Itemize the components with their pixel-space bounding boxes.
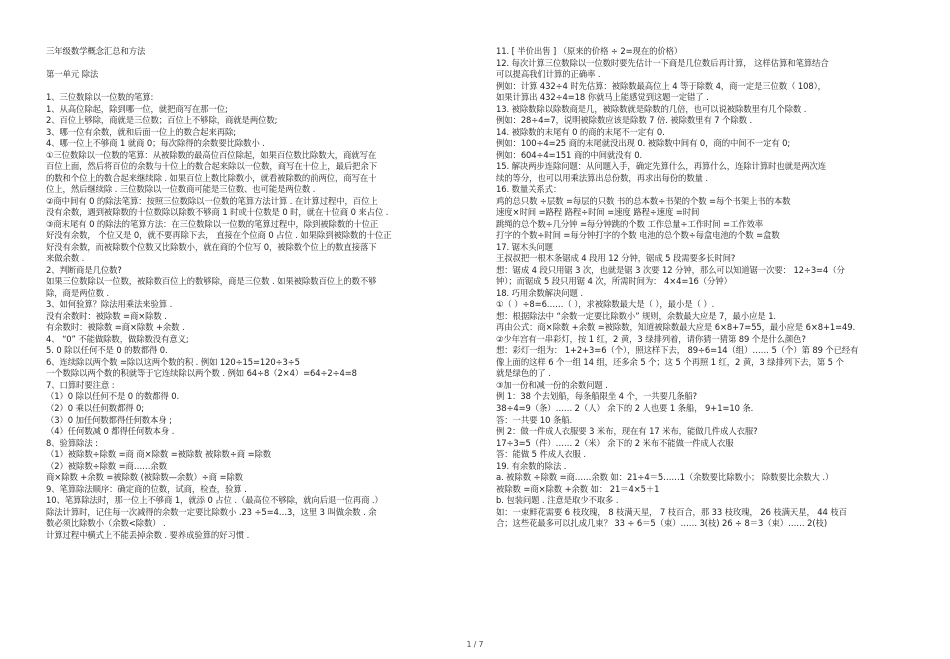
text-line: 例如：计算 432÷4 时先估算：被除数最高位上 4 等于除数 4，商一定是三位数（ 108）， [496,80,826,91]
text-line: 3、如何验算？除法用乘法来验算 . [46,299,173,310]
text-line: 没有余数，遇到被除数的十位数除以除数不够商 1 时或十位数是 0 时，就在十位商 0 来占位 . [46,207,389,218]
text-line: 8、验算除法 : [46,437,98,448]
text-line: 来做余数 . [46,253,85,264]
text-line: 的数和个位上的数合起来继续除 . 如果百位上数比除数小，就看被除数的前两位，商写在十 [46,172,377,183]
text-line: 4、 “0” 不能做除数，做除数没有意义; [46,333,189,344]
text-line: 如果计算出 432÷4=18 你就马上能感觉到这题一定错了 . [496,92,709,103]
text-line: 38÷4=9（条）…… 2（人） 余下的 2 人也要 1 条船， 9+1=10 条. [496,402,754,413]
text-line: ②商中间有 0 的除法笔算：按照三位数除以一位数的笔算方法计算 . 在计算过程中，百位上 [46,195,378,206]
text-line: 5. 0 除以任何不是 0 的数都得 0. [46,345,168,356]
text-line: 例如：100÷4=25 商的末尾就没出现 0. 被除数中间有 0，商的中间不一定有 0; [496,138,791,149]
text-line: 想：根据除法中 “余数一定要比除数小” 规则，余数最大应是 7，最小应是 1. [496,310,776,321]
text-line: 想：彩灯一组为： 1+2+3=6（个），照这样下去， 89÷6=14（组）…… 5（个）第 89 个已经有 [496,345,859,356]
text-line: （2）0 乘以任何数都得 0; [46,402,145,413]
text-line: 好没有余数， 个位又是 0，就不要再除下去， 直接在个位商 0 占位 . 如果除到被除数的十位正 [46,230,392,241]
text-line: ③商末尾有 0 的除法的笔算方法：在三位数除以一位数的笔算过程中，除到被除数的十位正 [46,218,379,229]
left-column [46,46,471,541]
text-line: 速度×时间 =路程 路程÷时间 =速度 路程÷速度 =时间 [496,207,700,218]
text-line: 如：一束鲜花需要 6 枝玫瑰， 8 枝满天星， 7 枝百合，那 33 枝玫瑰， 26 枝满天星， 44 枝百 [496,506,847,517]
text-line: 一个数除以两个数的积就等于它连续除以两个数 . 例如 64÷8（2×4）=64÷2÷4=8 [46,368,357,379]
text-line: 12. 每次计算三位数除以一位数时要先估计一下商是几位数后再计算， 这样估算和笔算结合 [496,57,829,68]
text-line: 像上面的这样 6 个一组 14 组，还多余 5 个；这 5 个再照 1 红，2 黄，3 绿排列下去，第 5 个 [496,356,844,367]
text-line: 17. 锯木头问题 [496,241,553,252]
text-line: 4、哪一位上不够商 1 就商 0；每次除得的余数要比除数小 . [46,138,265,149]
text-line: 2、判断商是几位数? [46,264,122,275]
text-line: 续的等分，也可以用乘法算出总份数，再求出每份的数量 . [496,172,708,183]
text-line: 除，商是两位数 . [46,287,110,298]
text-line: 百位上面，然后将百位的余数与十位上的数合起来除以一位数，商写在十位上，最后把余下 [46,161,377,172]
text-line: 鸡的总只数 ÷层数 =每层的只数 书的总本数÷书架的个数 =每个书架上书的本数 [496,195,791,206]
text-line: 6、连续除以两个数 =除以这两个数的积 . 例如 120÷15=120÷3÷5 [46,356,300,367]
text-line: b. 包装问题 . 注意是取少不取多 . [496,495,619,506]
text-line: 数必须比除数小（余数<除数） . [46,518,166,529]
text-line: 例如：28÷4=7，说明被除数应该是除数 7 倍. 被除数里有 7 个除数 . [496,115,753,126]
text-line: 7、口算时要注意 : [46,379,115,390]
text-line: 就是绿色的了 . [496,368,551,379]
text-line: 有余数时：被除数 =商×除数 +余数 . [46,322,185,333]
text-line: 答：一共要 10 条船. [496,414,573,425]
text-line: 答：能做 5 件成人衣服 . [496,449,586,460]
text-line: a. 被除数 ÷除数 =商……余数 如：21÷4＝5……1（余数要比除数小； 除数要比余数大 .） [496,472,834,483]
text-line: 18. 巧用余数解决问题 . [496,287,583,298]
text-line: ①三位数除以一位数的笔算：从被除数的最高位百位除起，如果百位数比除数大，商就写在 [46,149,377,160]
text-line: 再由公式：商×除数 +余数 =被除数，知道被除数最大应是 6×8+7=55，最小应是 6×8+1=49. [496,322,856,333]
text-line [46,58,471,70]
text-line: 位上，然后继续除 . 三位数除以一位数商可能是三位数、也可能是两位数 . [46,184,316,195]
text-line: 除法计算时，记住每一次减得的余数一定要比除数小 .23 ÷5=4…3，这里 3 叫做余数 . 余 [46,506,377,517]
text-line: 商×除数 +余数 =被除数 (被除数—余数）÷商 =除数 [46,472,243,483]
text-line: 打字的个数÷时间 =每分钟打字的个数 电池的总个数÷每盒电池的个数 =盒数 [496,230,780,241]
text-line: （3）0 加任何数都得任何数本身 ; [46,414,172,425]
text-line: 想：锯成 4 段只用锯 3 次，也就是锯 3 次要 12 分钟，那么可以知道锯一次要： 12÷3=4（分 [496,264,845,275]
text-line: 被除数 =商×除数 +余数 如： 21＝4×5＋1 [496,483,660,494]
text-line: （1）0 除以任何不是 0 的数都得 0. [46,391,180,402]
text-line: 如果三位数除以一位数，被除数百位上的数够除，商是三位数 . 如果被除数百位上的数不够 [46,276,377,287]
text-line: 1、从高位除起，除到哪一位，就把商写在那一位; [46,103,228,114]
text-line: 可以提高我们计算的正确率 . [496,69,601,80]
text-line: 2、百位上够除，商就是三位数；百位上不够除，商就是两位数; [46,115,278,126]
text-line: （4）任何数减 0 都得任何数本身 . [46,426,175,437]
text-line [46,81,471,93]
text-line: 15. 解决两步连除问题：从问题入手，确定先算什么，再算什么，连除计算时也就是两次连 [496,161,827,172]
right-column [496,46,916,530]
text-line: 王叔叔把一根木条锯成 4 段用 12 分钟，锯成 5 段需要多长时间? [496,253,736,264]
text-line: （2）被除数÷除数 =商……余数 [46,460,167,471]
text-line: 19. 有余数的除法 . [496,460,567,471]
text-line: 钟）；而锯成 5 段只用锯 4 次，所需时间为： 4×4=16（分钟） [496,276,732,287]
text-line: 跳绳的总个数÷几分钟 =每分钟跳的个数 工作总量÷工作时间 =工作效率 [496,218,764,229]
text-line: ①（ ）÷8=6……（ ），求被除数最大是（ ），最小是（ ）. [496,299,715,310]
text-line: 第一单元 除法 [46,69,99,80]
text-line: 没有余数时：被除数 =商×除数 . [46,310,167,321]
text-line: 三年级数学概念汇总和方法 [46,46,146,56]
text-line: 10、笔算除法时，那一位上不够商 1，就添 0 占位 .（最高位不够除，就向后退一位再商 .） [46,495,383,506]
page-number: 1 / 7 [466,640,484,649]
text-line: 16. 数量关系式： [496,184,562,195]
text-line: 9、笔算除法顺序：确定商的位数，试商，检查，验算 . [46,483,247,494]
text-line: ③加一份和减一份的余数问题 . [496,379,608,390]
text-line: 17÷3=5（件）…… 2（米） 余下的 2 米布不能做一件成人衣服 [496,437,734,448]
text-line: 例如：604÷4=151 商的中间就没有 0. [496,149,643,160]
text-line: ②少年宫有一串彩灯，按 1 红，2 黄，3 绿排列着，请你猜一猜第 89 个是什么颜色? [496,333,806,344]
text-line: （1）被除数÷除数 =商 商×除数 =被除数 被除数÷商 =除数 [46,449,272,460]
text-line: 例 1：38 个去划船，每条船限坐 4 个，一共要几条船? [496,391,698,402]
text-line: 好没有余数，而被除数个位数又比除数小，就在商的个位写 0，被除数个位上的数直接落下 [46,241,377,252]
text-line: 例 2：做一件成人衣服要 3 米布，现在有 17 米布，能做几件成人衣服? [496,426,758,437]
text-line: 计算过程中横式上不能丢掉余数 . 要养成验算的好习惯 . [46,529,250,540]
text-line: 1、三位数除以一位数的笔算: [46,92,154,103]
text-line: 合；这些花最多可以扎成几束？ 33 ÷ 6＝5（束）…… 3(枝) 26 ÷ 8＝3（束）…… 2(枝) [496,518,827,529]
text-line: 11. [ 半价出售 ] （原来的价格 ÷ 2=现在的价格） [496,46,683,56]
text-line: 14. 被除数的末尾有 0 的商的末尾不一定有 0. [496,126,665,137]
text-line: 3、哪一位有余数，就和后面一位上的数合起来再除; [46,126,236,137]
text-line: 13. 被除数除以除数商是几，被除数就是除数的几倍，也可以说被除数里有几个除数 . [496,103,807,114]
